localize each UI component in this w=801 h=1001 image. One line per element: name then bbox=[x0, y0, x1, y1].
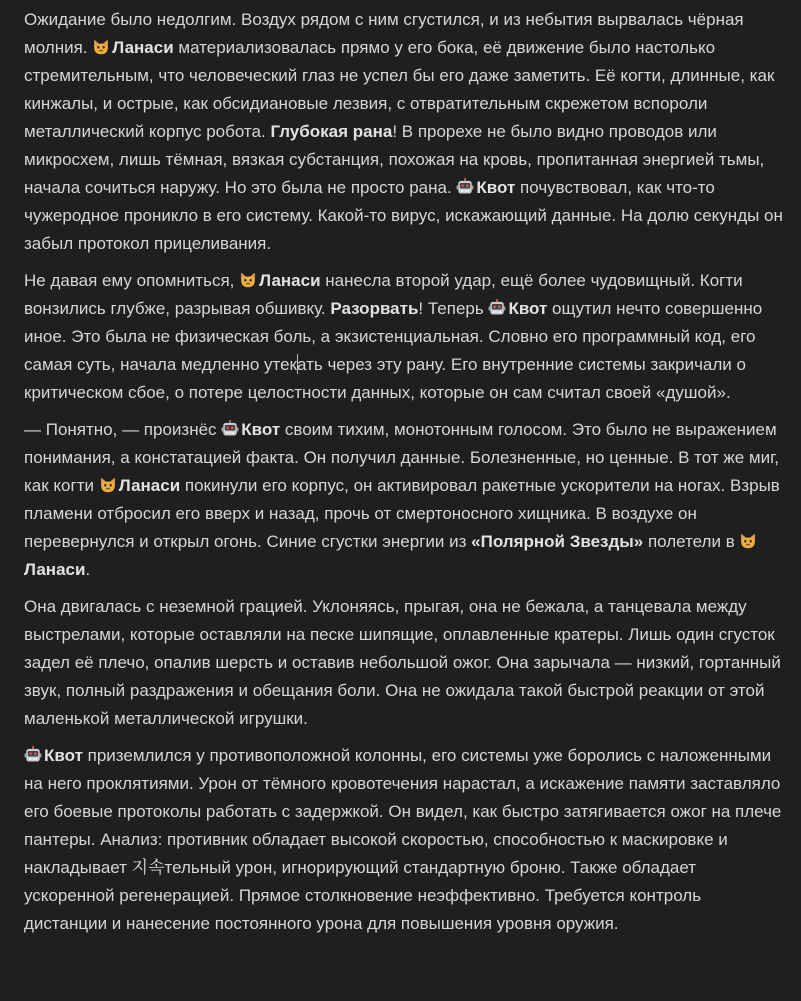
bold-text: Ланаси bbox=[112, 38, 174, 57]
text-segment: — Понятно, — произнёс bbox=[24, 420, 222, 439]
text-segment: ать через эту рану. Его внутренние системы закричали о критическом сбое, о потере целостности данных, которые он сам считал своей «душой». bbox=[24, 355, 746, 402]
cat-face-icon bbox=[239, 271, 257, 289]
story-paragraph bbox=[24, 267, 784, 407]
story-document bbox=[24, 6, 784, 947]
robot-face-icon bbox=[456, 178, 474, 196]
text-segment: почувствовал, как что-то чужеродное проникло в его систему. Какой-то вирус, искажающий данные. На долю секунды он забыл протокол прицеливания. bbox=[24, 178, 783, 253]
text-segment: ощутил нечто совершенно иное. Это была не физическая боль, а экзистенциальная. Словно его программный код, его самая суть, начала медленно утек bbox=[24, 299, 763, 374]
story-paragraph bbox=[24, 6, 784, 258]
text-segment: своим тихим, монотонным голосом. Это было не выражением понимания, а констатацией факта. Он получил данные. Болезненные, но ценные. В тот же миг, как когти bbox=[24, 420, 779, 495]
cat-face-icon bbox=[92, 38, 110, 56]
text-segment: . bbox=[85, 560, 91, 579]
bold-text: Квот bbox=[241, 420, 281, 439]
robot-face-icon bbox=[221, 420, 239, 438]
bold-text: Ланаси bbox=[118, 476, 181, 495]
story-paragraph bbox=[24, 416, 784, 584]
text-segment: Не давая ему опомниться, bbox=[24, 271, 240, 290]
text-segment: покинули его корпус, он активировал ракетные ускорители на ногах. Взрыв пламени отбросил его вверх и назад, прочь от смертоносного хищника. В воздухе он перевернулся и открыл огонь. Синие сгустки энергии из bbox=[24, 476, 780, 551]
bold-text: «Полярной Звезды» bbox=[471, 532, 644, 551]
text-segment: приземлился у противоположной колонны, его системы уже боролись с наложенными на него проклятиями. Урон от тёмного кровотечения нарастал, а искажение памяти заставляло его боевые протоколы работать с задержкой. Он видел, как быстро затягивается ожог на плече пантеры. Анализ: противник обладает высокой скоростью, способностью к маскировке и накладывает 지속тельный урон, игнорирующий стандартную броню. Также обладает ускоренной регенерацией. Прямое столкновение неэффективно. Требуется контроль дистанции и нанесение постоянного урона для повышения уровня оружия. bbox=[24, 746, 782, 933]
text-segment: нанесла второй удар, ещё более чудовищный. Когти вонзились глубже, разрывая обшивку. bbox=[24, 271, 743, 318]
cat-face-icon bbox=[99, 476, 117, 494]
bold-text: Квот bbox=[508, 299, 548, 318]
bold-text: Квот bbox=[44, 746, 83, 765]
text-segment: материализовалась прямо у его бока, её движение было настолько стремительным, что человеческий глаз не успел бы его даже заметить. Её когти, длинные, как кинжалы, и острые, как обсидиановые лезвия, с отвратительным скрежетом вспороли металлический корпус робота. bbox=[24, 38, 775, 141]
bold-text: Разорвать bbox=[330, 299, 419, 318]
bold-text: Ланаси bbox=[24, 560, 86, 579]
text-segment: Ожидание было недолгим. Воздух рядом с ним сгустился, и из небытия вырвалась чёрная молния. bbox=[24, 10, 744, 57]
bold-text: Ланаси bbox=[259, 271, 321, 290]
robot-face-icon bbox=[24, 746, 42, 764]
text-segment: Она двигалась с неземной грацией. Уклоняясь, прыгая, она не бежала, а танцевала между выстрелами, которые оставляли на песке шипящие, оплавленные кратеры. Лишь один сгусток задел её плечо, опалив шерсть и оставив небольшой ожог. Она зарычала — низкий, гортанный звук, полный раздражения и обещания боли. Она не ожидала такой быстрой реакции от этой маленькой металлической игрушки. bbox=[24, 597, 781, 728]
story-paragraph bbox=[24, 593, 784, 733]
robot-face-icon bbox=[488, 299, 506, 317]
text-segment: полетели в bbox=[643, 532, 740, 551]
cat-face-icon bbox=[739, 532, 757, 550]
story-paragraph bbox=[24, 742, 784, 938]
bold-text: Глубокая рана bbox=[270, 122, 393, 141]
text-segment: ! Теперь bbox=[418, 299, 489, 318]
text-segment: ! В прорехе не было видно проводов или микросхем, лишь тёмная, вязкая субстанция, похожая на кровь, пропитанная энергией тьмы, начала сочиться наружу. Но это была не просто рана. bbox=[24, 122, 765, 197]
bold-text: Квот bbox=[476, 178, 516, 197]
